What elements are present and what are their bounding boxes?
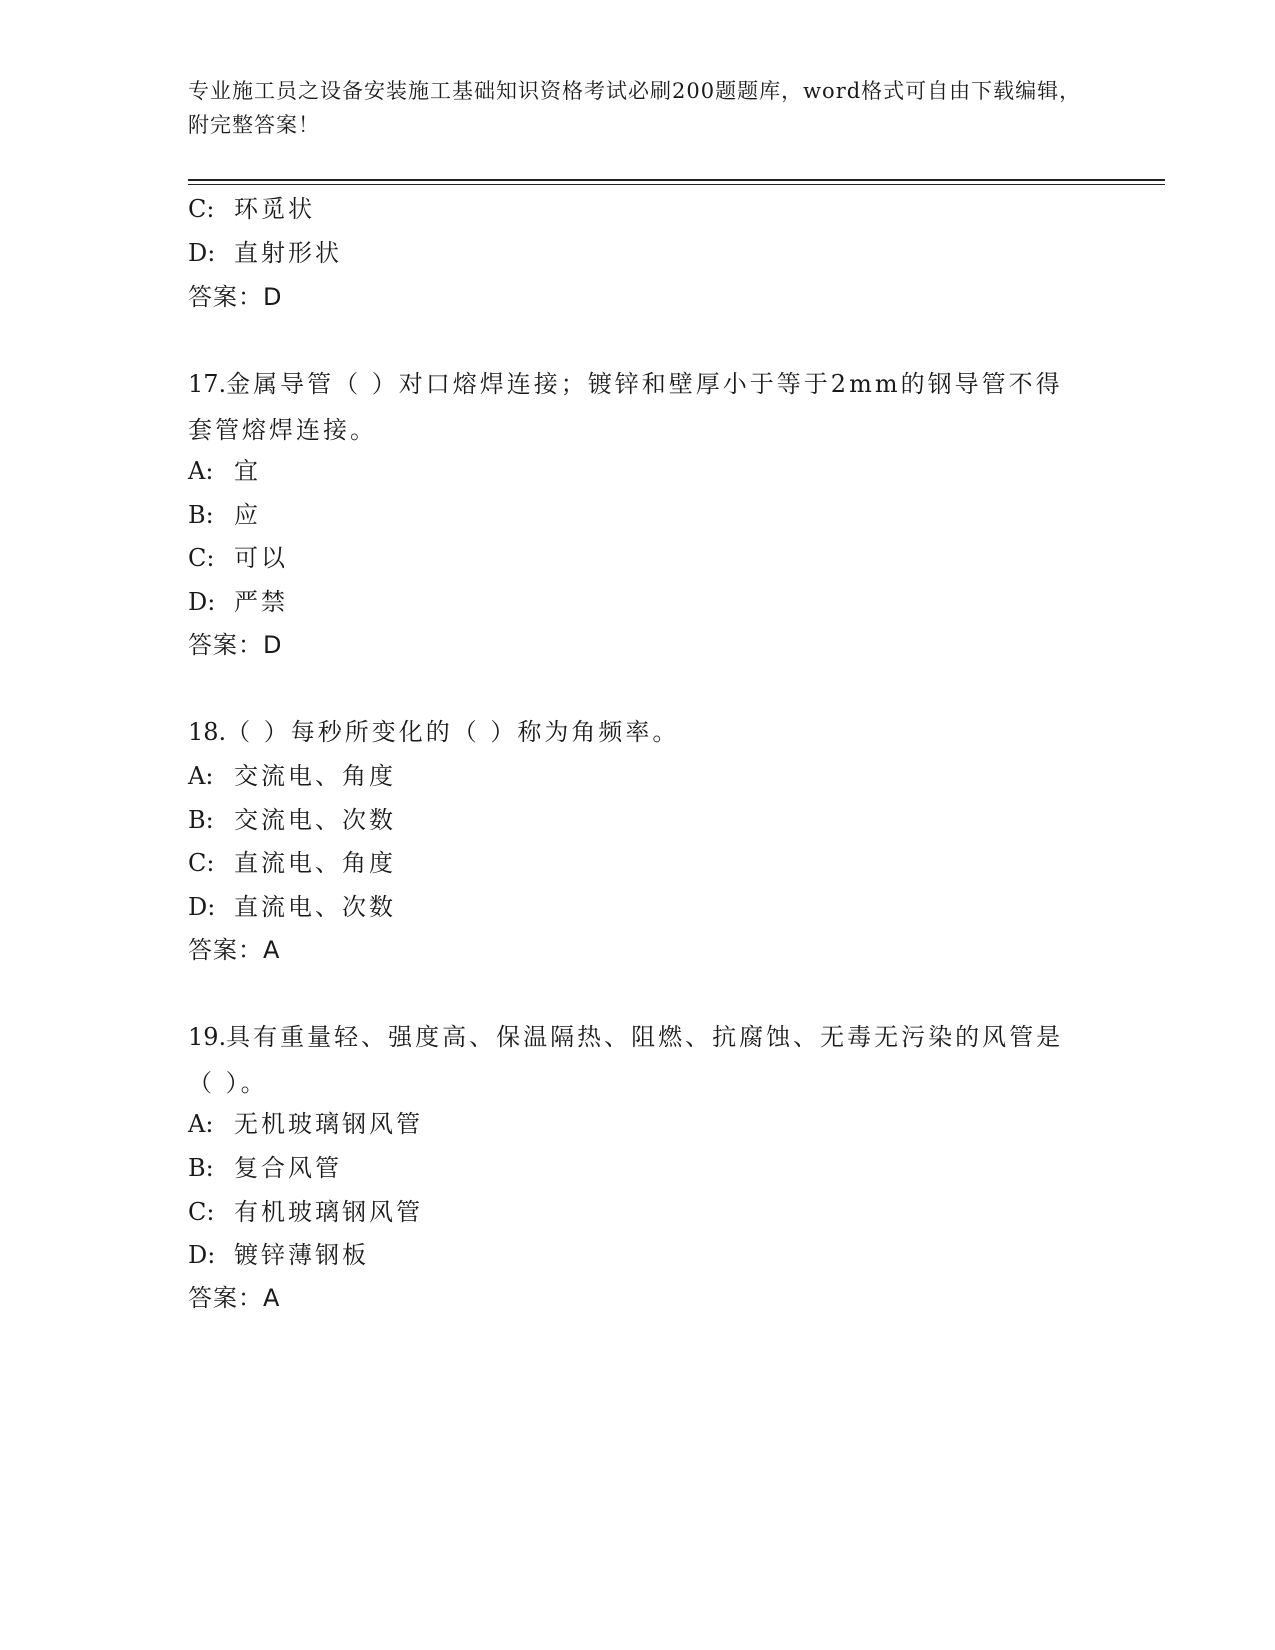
question-stem (188, 361, 1088, 453)
option-text: 有机玻璃钢风管 (234, 1198, 423, 1226)
option-row (188, 542, 288, 574)
question-text: 金属导管（ ）对口熔焊连接；镀锌和壁厚小于等于2mm的钢导管不得套管熔焊连接。 (188, 370, 1063, 444)
option-letter: C: (188, 1198, 215, 1226)
option-text: 镀锌薄钢板 (234, 1241, 369, 1269)
option-letter: B: (188, 1154, 214, 1182)
option-row (188, 1152, 342, 1184)
answer-line: 答案：D (188, 283, 283, 311)
question-text: 具有重量轻、强度高、保温隔热、阻燃、抗腐蚀、无毒无污染的风管是（ ）。 (188, 1023, 1064, 1097)
option-row (188, 760, 396, 792)
option-row (188, 1239, 369, 1271)
option-letter: B: (188, 501, 214, 529)
option-row (188, 499, 261, 531)
answer-line: 答案：A (188, 1284, 281, 1312)
option-letter: D: (188, 1241, 216, 1269)
header-divider (188, 179, 1165, 181)
option-text: 直射形状 (234, 239, 342, 267)
question-number: 19. (188, 1023, 227, 1051)
option-text: 交流电、角度 (234, 762, 396, 790)
option-row (188, 586, 288, 618)
question-number: 18. (188, 718, 227, 746)
header-divider-thin (188, 184, 1165, 185)
option-row (188, 1108, 423, 1140)
option-letter: B: (188, 806, 214, 834)
option-text: 无机玻璃钢风管 (234, 1110, 423, 1138)
question-stem (188, 709, 1088, 755)
option-text: 可以 (234, 544, 288, 572)
option-letter: C: (188, 544, 215, 572)
option-text: 直流电、次数 (234, 893, 396, 921)
option-text: 宜 (234, 457, 261, 485)
option-letter: A: (188, 762, 214, 790)
option-row (188, 891, 396, 923)
option-row (188, 193, 315, 225)
option-row (188, 455, 261, 487)
question-stem (188, 1014, 1088, 1106)
option-text: 交流电、次数 (234, 806, 396, 834)
option-letter: C: (188, 849, 215, 877)
option-text: 环觅状 (234, 195, 315, 223)
option-row (188, 237, 342, 269)
option-row (188, 804, 396, 836)
answer-line: 答案：D (188, 631, 283, 659)
option-text: 严禁 (234, 588, 288, 616)
option-letter: A: (188, 457, 214, 485)
option-text: 应 (234, 501, 261, 529)
answer-line: 答案：A (188, 936, 281, 964)
option-letter: D: (188, 239, 216, 267)
option-letter: C: (188, 195, 215, 223)
option-text: 复合风管 (234, 1154, 342, 1182)
option-letter: A: (188, 1110, 214, 1138)
question-text: （ ）每秒所变化的（ ）称为角频率。 (226, 718, 680, 746)
option-letter: D: (188, 588, 216, 616)
option-letter: D: (188, 893, 216, 921)
option-text: 直流电、角度 (234, 849, 396, 877)
option-row (188, 1196, 423, 1228)
document-intro: 专业施工员之设备安装施工基础知识资格考试必刷200题题库，word格式可自由下载编辑，附完整答案！ (188, 79, 1082, 137)
question-number: 17. (188, 370, 227, 398)
option-row (188, 847, 396, 879)
